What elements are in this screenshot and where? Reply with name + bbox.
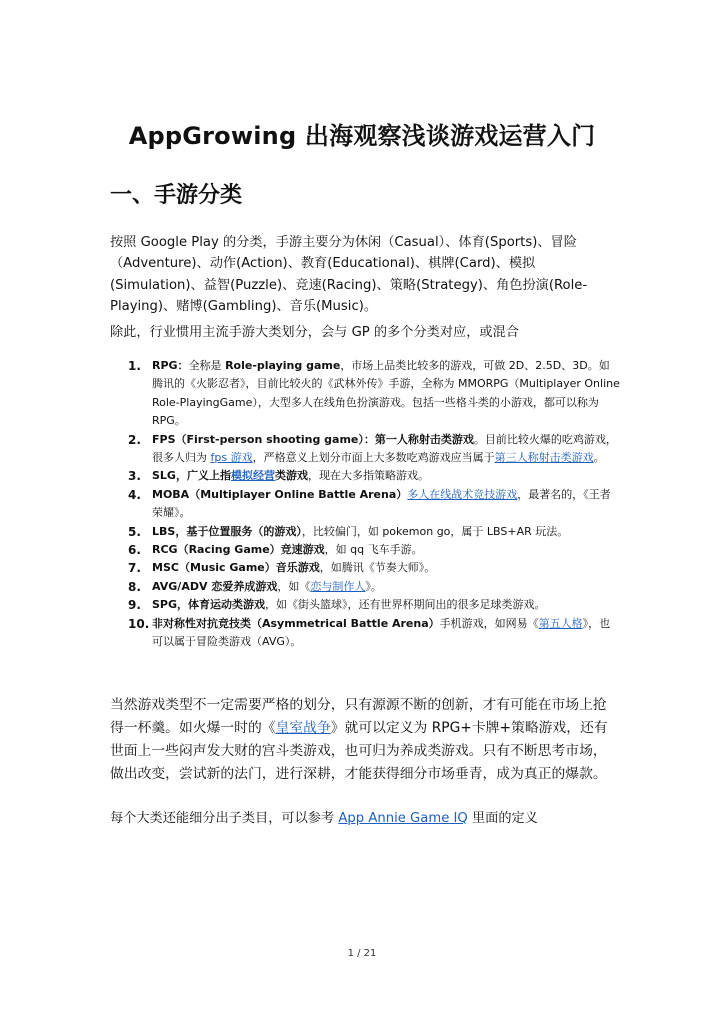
link-identity-v[interactable]: 第五人格 [538, 616, 583, 630]
list-item: 6. RCG（Racing Game）竞速游戏，如 qq 飞车手游。 [128, 543, 423, 558]
genre-list [128, 357, 620, 652]
list-item: 5. LBS，基于位置服务（的游戏），比较偏门，如 pokemon go，属于 LBS+AR 玩法。 [128, 524, 569, 539]
page-number: 1 / 21 [347, 948, 377, 959]
list-item: 9. SPG，体育运动类游戏，如《街头篮球》，还有世界杯期间出的很多足球类游戏。 [128, 598, 546, 613]
link-fps-games[interactable]: fps 游戏 [210, 451, 253, 465]
list-item: 1. RPG：全称是 Role-playing game，市场上品类比较多的游戏，可做 2D、2.5D、3D。如腾讯的《火影忍者》，目前比较火的《武林外传》手游，全称为 MMORPG（Multiplayer Online Role-PlayingGame），大型多人在线角色扮演游戏。包括一些格斗类的小游戏，都可以称为 RPG。 [128, 359, 620, 428]
list-item: 3. SLG，广义上指模拟经营类游戏，现在大多指策略游戏。 [128, 469, 429, 484]
paragraph-industry-categories: 除此，行业惯用主流手游大类划分，会与 GP 的多个分类对应，或混合 [110, 325, 519, 340]
link-moba[interactable]: 多人在线战术竞技游戏 [407, 487, 518, 501]
list-item: 10. 非对称性对抗竞技类（Asymmetrical Battle Arena）手机游戏，如网易《第五人格》，也可以属于冒险类游戏（AVG）。 [128, 616, 611, 649]
link-clash-royale[interactable]: 皇室战争 [275, 720, 331, 736]
paragraph-gp-categories: 按照 Google Play 的分类，手游主要分为休闲（Casual）、体育(Sports)、冒险（Adventure)、动作(Action)、教育(Educational)、棋牌(Card)、模拟(Simulation)、益智(Puzzle)、竞速(Racing)、策略(Strategy)、角色扮演(Role-Playing)、赌博(Gambling)、音乐(Music)。 [110, 235, 588, 315]
link-app-annie-game-iq[interactable]: App Annie Game IQ [338, 811, 468, 826]
list-item: 4. MOBA（Multiplayer Online Battle Arena）多人在线战术竞技游戏，最著名的，《王者荣耀》。 [128, 487, 611, 520]
list-item: 8. AVG/ADV 恋爱养成游戏，如《恋与制作人》。 [128, 579, 382, 594]
link-love-and-producer[interactable]: 恋与制作人 [310, 579, 366, 593]
list-item: 2. FPS（First-person shooting game）：第一人称射击类游戏。目前比较火爆的吃鸡游戏，很多人归为 fps 游戏，严格意义上划分市面上大多数吃鸡游戏应当属于第三人称射击类游戏。 [128, 432, 617, 465]
paragraph-genre-innovation: 当然游戏类型不一定需要严格的划分，只有源源不断的创新，才有可能在市场上抢得一杯羹。如火爆一时的《皇室战争》就可以定义为 RPG+卡牌+策略游戏，还有世面上一些闷声发大财的宫斗类游戏，也可归为养成类游戏。只有不断思考市场，做出改变，尝试新的法门，进行深耕，才能获得细分市场垂青，成为真正的爆款。 [110, 697, 608, 782]
link-simulation-management[interactable]: 模拟经营 [230, 469, 275, 483]
link-third-person-shooter[interactable]: 第三人称射击类游戏 [494, 451, 594, 465]
list-item: 7. MSC（Music Game）音乐游戏，如腾讯《节奏大师》。 [128, 561, 436, 576]
section-heading: 一、手游分类 [110, 183, 243, 208]
document-title: AppGrowing 出海观察浅谈游戏运营入门 [128, 122, 596, 150]
paragraph-subcategories: 每个大类还能细分出子类目，可以参考 App Annie Game IQ 里面的定义 [110, 811, 538, 826]
